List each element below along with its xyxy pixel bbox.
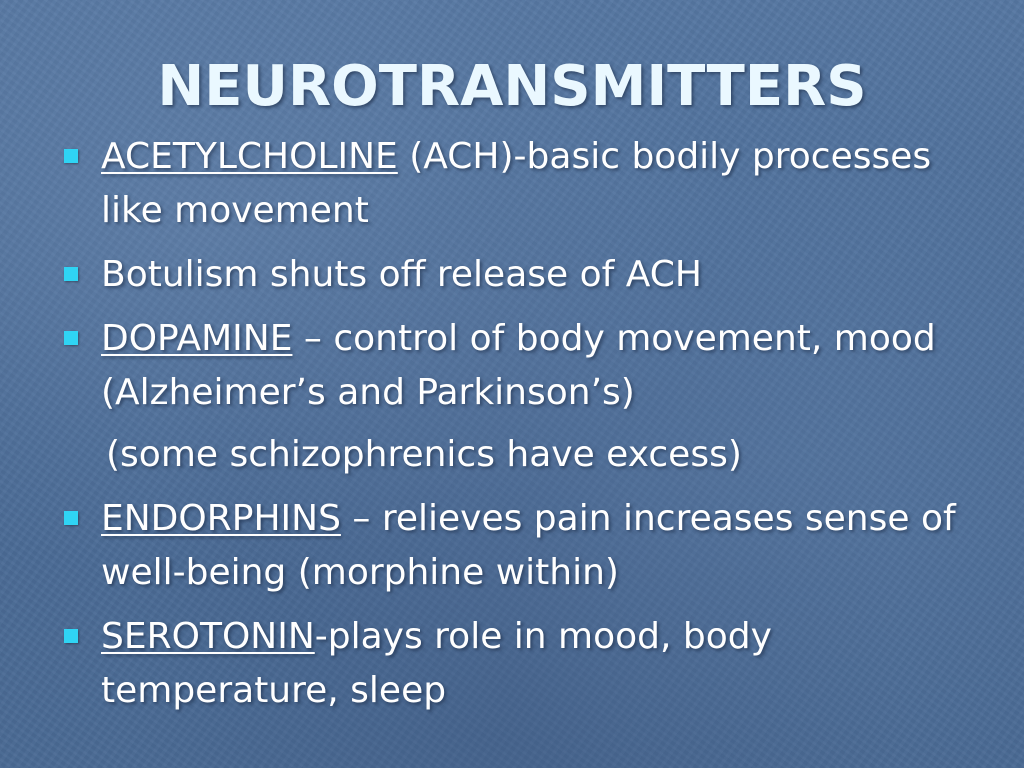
bullet-list	[0, 130, 1024, 728]
dopamine-note: (some schizophrenics have excess)	[106, 434, 742, 475]
square-bullet-icon	[64, 629, 78, 643]
bullet-text: – control of body movement, mood (Alzheimer’s and Parkinson’s)	[101, 318, 936, 413]
bullet-serotonin	[0, 610, 1024, 718]
term-dopamine: DOPAMINE	[101, 318, 293, 359]
square-bullet-icon	[64, 511, 78, 525]
term-acetylcholine: ACETYLCHOLINE	[101, 136, 398, 177]
bullet-text: (ACH)-basic bodily processes like movement	[101, 136, 932, 231]
bullet-endorphins	[0, 492, 1024, 600]
bullet-botulism	[0, 248, 1024, 302]
slide-title: NEUROTRANSMITTERS	[157, 53, 867, 119]
bullet-acetylcholine	[0, 130, 1024, 238]
square-bullet-icon	[64, 331, 78, 345]
bullet-dopamine	[0, 312, 1024, 420]
square-bullet-icon	[64, 149, 78, 163]
term-endorphins: ENDORPHINS	[101, 498, 341, 539]
square-bullet-icon	[64, 267, 78, 281]
term-serotonin: SEROTONIN	[101, 616, 315, 657]
bullet-text: -plays role in mood, body temperature, sleep	[101, 616, 772, 711]
bullet-text: Botulism shuts off release of ACH	[101, 254, 702, 295]
bullet-text: – relieves pain increases sense of well-being (morphine within)	[101, 498, 956, 593]
